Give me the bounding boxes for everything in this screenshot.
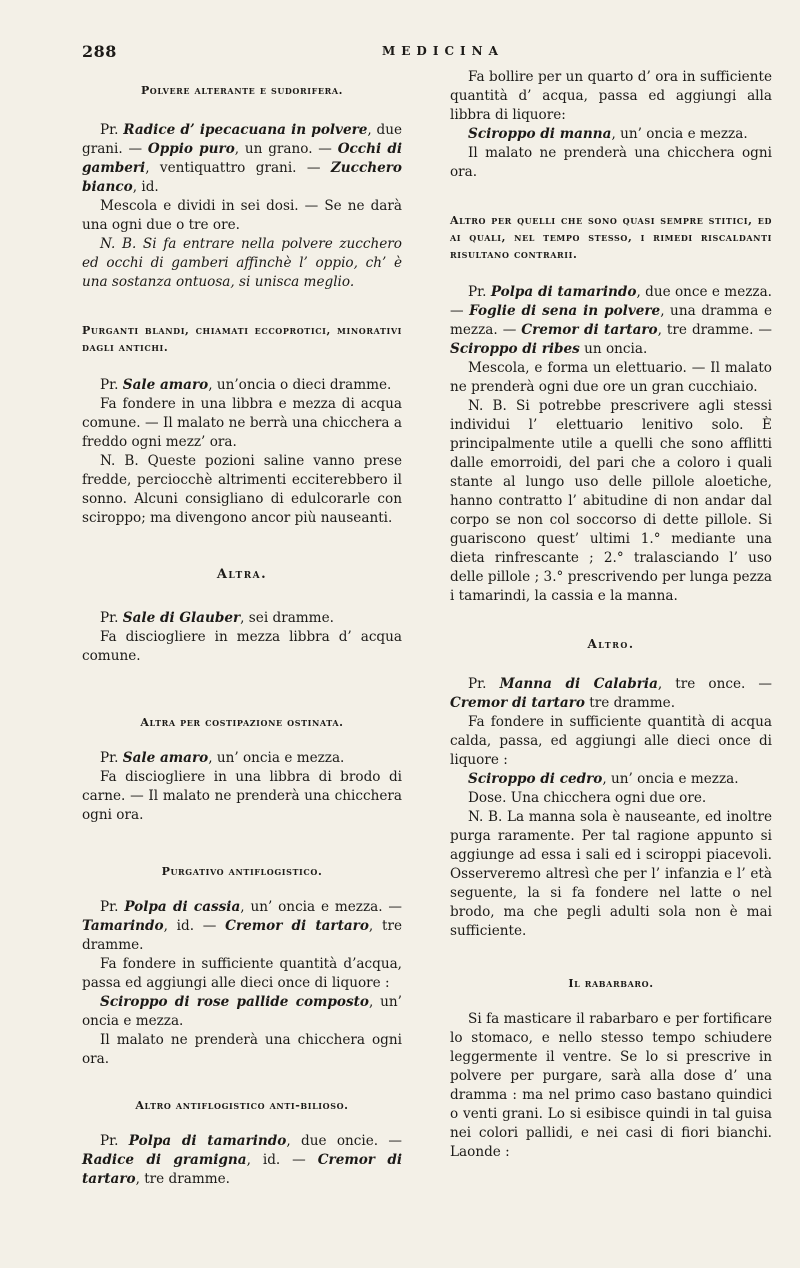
section-heading: Purganti blandi, chiamati eccoprotici, minorativi dagli antichi. bbox=[82, 324, 402, 354]
dose-text: Il malato ne prenderà una chicchera ogni ora. bbox=[82, 1032, 402, 1067]
running-header bbox=[82, 42, 770, 62]
page-number: 288 bbox=[82, 42, 117, 61]
recipe: Pr. Polpa di cassia, un’ oncia e mezza. — Tamarindo, id. — Cremor di tartaro, tre dramme. bbox=[82, 899, 402, 953]
recipe: Pr. Radice d’ ipecacuana in polvere, due grani. — Oppio puro, un grano. — Occhi di gamberi, ventiquattro grani. — Zucchero bianco, id. bbox=[82, 122, 402, 195]
section-heading: Il rabarbaro. bbox=[568, 977, 654, 990]
syrup-line: Sciroppo di manna, un’ oncia e mezza. bbox=[468, 126, 748, 142]
section-heading: Altro. bbox=[587, 637, 635, 651]
syrup-line: Sciroppo di cedro, un’ oncia e mezza. bbox=[468, 771, 739, 787]
body-text: Fa bollire per un quarto d’ ora in sufficiente quantità d’ acqua, passa ed aggiungi alla libbra di liquore: bbox=[450, 69, 772, 123]
dose-text: Fa disciogliere in mezza libbra d’ acqua comune. bbox=[82, 629, 402, 664]
note-text: N. B. Si fa entrare nella polvere zucchero ed occhi di gamberi affinchè l’ oppio, ch’ è una sostanza ontuosa, si unisca meglio. bbox=[82, 236, 402, 290]
recipe: Pr. Polpa di tamarindo, due oncie. — Radice di gramigna, id. — Cremor di tartaro, tre dramme. bbox=[82, 1133, 402, 1187]
section-heading: Altro per quelli che sono quasi sempre stitici, ed ai quali, nel tempo stesso, i rimedi riscaldanti risultano contrarii. bbox=[450, 214, 772, 261]
recipe: Pr. Manna di Calabria, tre once. — Cremor di tartaro tre dramme. bbox=[450, 676, 772, 711]
recipe: Pr. Polpa di tamarindo, due once e mezza. — Foglie di sena in polvere, una dramma e mezza. — Cremor di tartaro, tre dramme. — Sciroppo di ribes un oncia. bbox=[450, 284, 772, 357]
running-title: MEDICINA bbox=[382, 44, 504, 58]
section-heading: Altro antiflogistico anti-bilioso. bbox=[135, 1099, 349, 1112]
dose-text: Fa disciogliere in una libbra di brodo di carne. — Il malato ne prenderà una chicchera ogni ora. bbox=[82, 769, 402, 823]
syrup-line: Sciroppo di rose pallide composto, un’ oncia e mezza. bbox=[82, 994, 403, 1029]
left-column bbox=[82, 68, 402, 1189]
section-heading: Altra per costipazione ostinata. bbox=[140, 716, 344, 729]
dose-text: Fa fondere in sufficiente quantità di acqua calda, passa, ed aggiungi alle dieci once di liquore : bbox=[450, 714, 772, 768]
right-column bbox=[450, 68, 772, 1162]
body-text: Si fa masticare il rabarbaro e per fortificare lo stomaco, e nello stesso tempo schiudere leggermente il ventre. Se lo si prescrive in polvere per purgare, sarà alla dose d’ una dramma : ma nel primo caso bastano quindici o venti grani. Lo si esibisce quindi in tal guisa nei colori pallidi, e nei casi di fiori bianchi. Laonde : bbox=[450, 1011, 772, 1160]
dose-text: Dose. Una chicchera ogni due ore. bbox=[468, 790, 707, 806]
section-heading: Altra. bbox=[216, 567, 268, 582]
note-text: N. B. Queste pozioni saline vanno prese fredde, perciocchè altrimenti ecciterebbero il sonno. Alcuni consigliano di edulcorarle con sciroppo; ma divengono ancor più nauseanti. bbox=[82, 453, 402, 526]
section-heading: Purgativo antiflogistico. bbox=[161, 865, 323, 878]
dose-text: Fa fondere in una libbra e mezza di acqua comune. — Il malato ne berrà una chicchera a freddo ogni mezz’ ora. bbox=[82, 396, 402, 450]
recipe: Pr. Sale amaro, un’ oncia e mezza. bbox=[100, 750, 345, 766]
section-heading: Polvere alterante e sudorifera. bbox=[140, 84, 344, 97]
recipe: Pr. Sale amaro, un’oncia o dieci dramme. bbox=[100, 377, 392, 393]
recipe: Pr. Sale di Glauber, sei dramme. bbox=[100, 610, 334, 626]
note-text: N. B. Si potrebbe prescrivere agli stessi individui l’ elettuario lenitivo solo. È principalmente utile a quelli che sono afflitti dalle emorroidi, del pari che a coloro i quali stante al lungo uso delle pillole aloetiche, hanno contratto l’ abitudine di non andar dal corpo se non col soccorso di dette pillole. Si guariscono quest’ ultimi 1.° mediante una dieta rinfrescante ; 2.° tralasciando l’ uso delle pillole ; 3.° prescrivendo per lunga pezza i tamarindi, la cassia e la manna. bbox=[450, 398, 772, 604]
dose-text: Il malato ne prenderà una chicchera ogni ora. bbox=[450, 145, 772, 180]
note-text: N. B. La manna sola è nauseante, ed inoltre purga raramente. Per tal ragione appunto si aggiunge ad essa i sali ed i sciroppi piacevoli. Osserveremo altresì che per l’ infanzia e l’ età seguente, la si fa fondere nel latte o nel brodo, ma che pegli adulti sola non è mai sufficiente. bbox=[450, 809, 772, 939]
dose-text: Mescola e dividi in sei dosi. — Se ne darà una ogni due o tre ore. bbox=[82, 198, 402, 233]
dose-text: Mescola, e forma un elettuario. — Il malato ne prenderà ogni due ore un gran cucchiaio. bbox=[450, 360, 772, 395]
dose-text: Fa fondere in sufficiente quantità d’acqua, passa ed aggiungi alle dieci once di liquore : bbox=[82, 956, 402, 991]
